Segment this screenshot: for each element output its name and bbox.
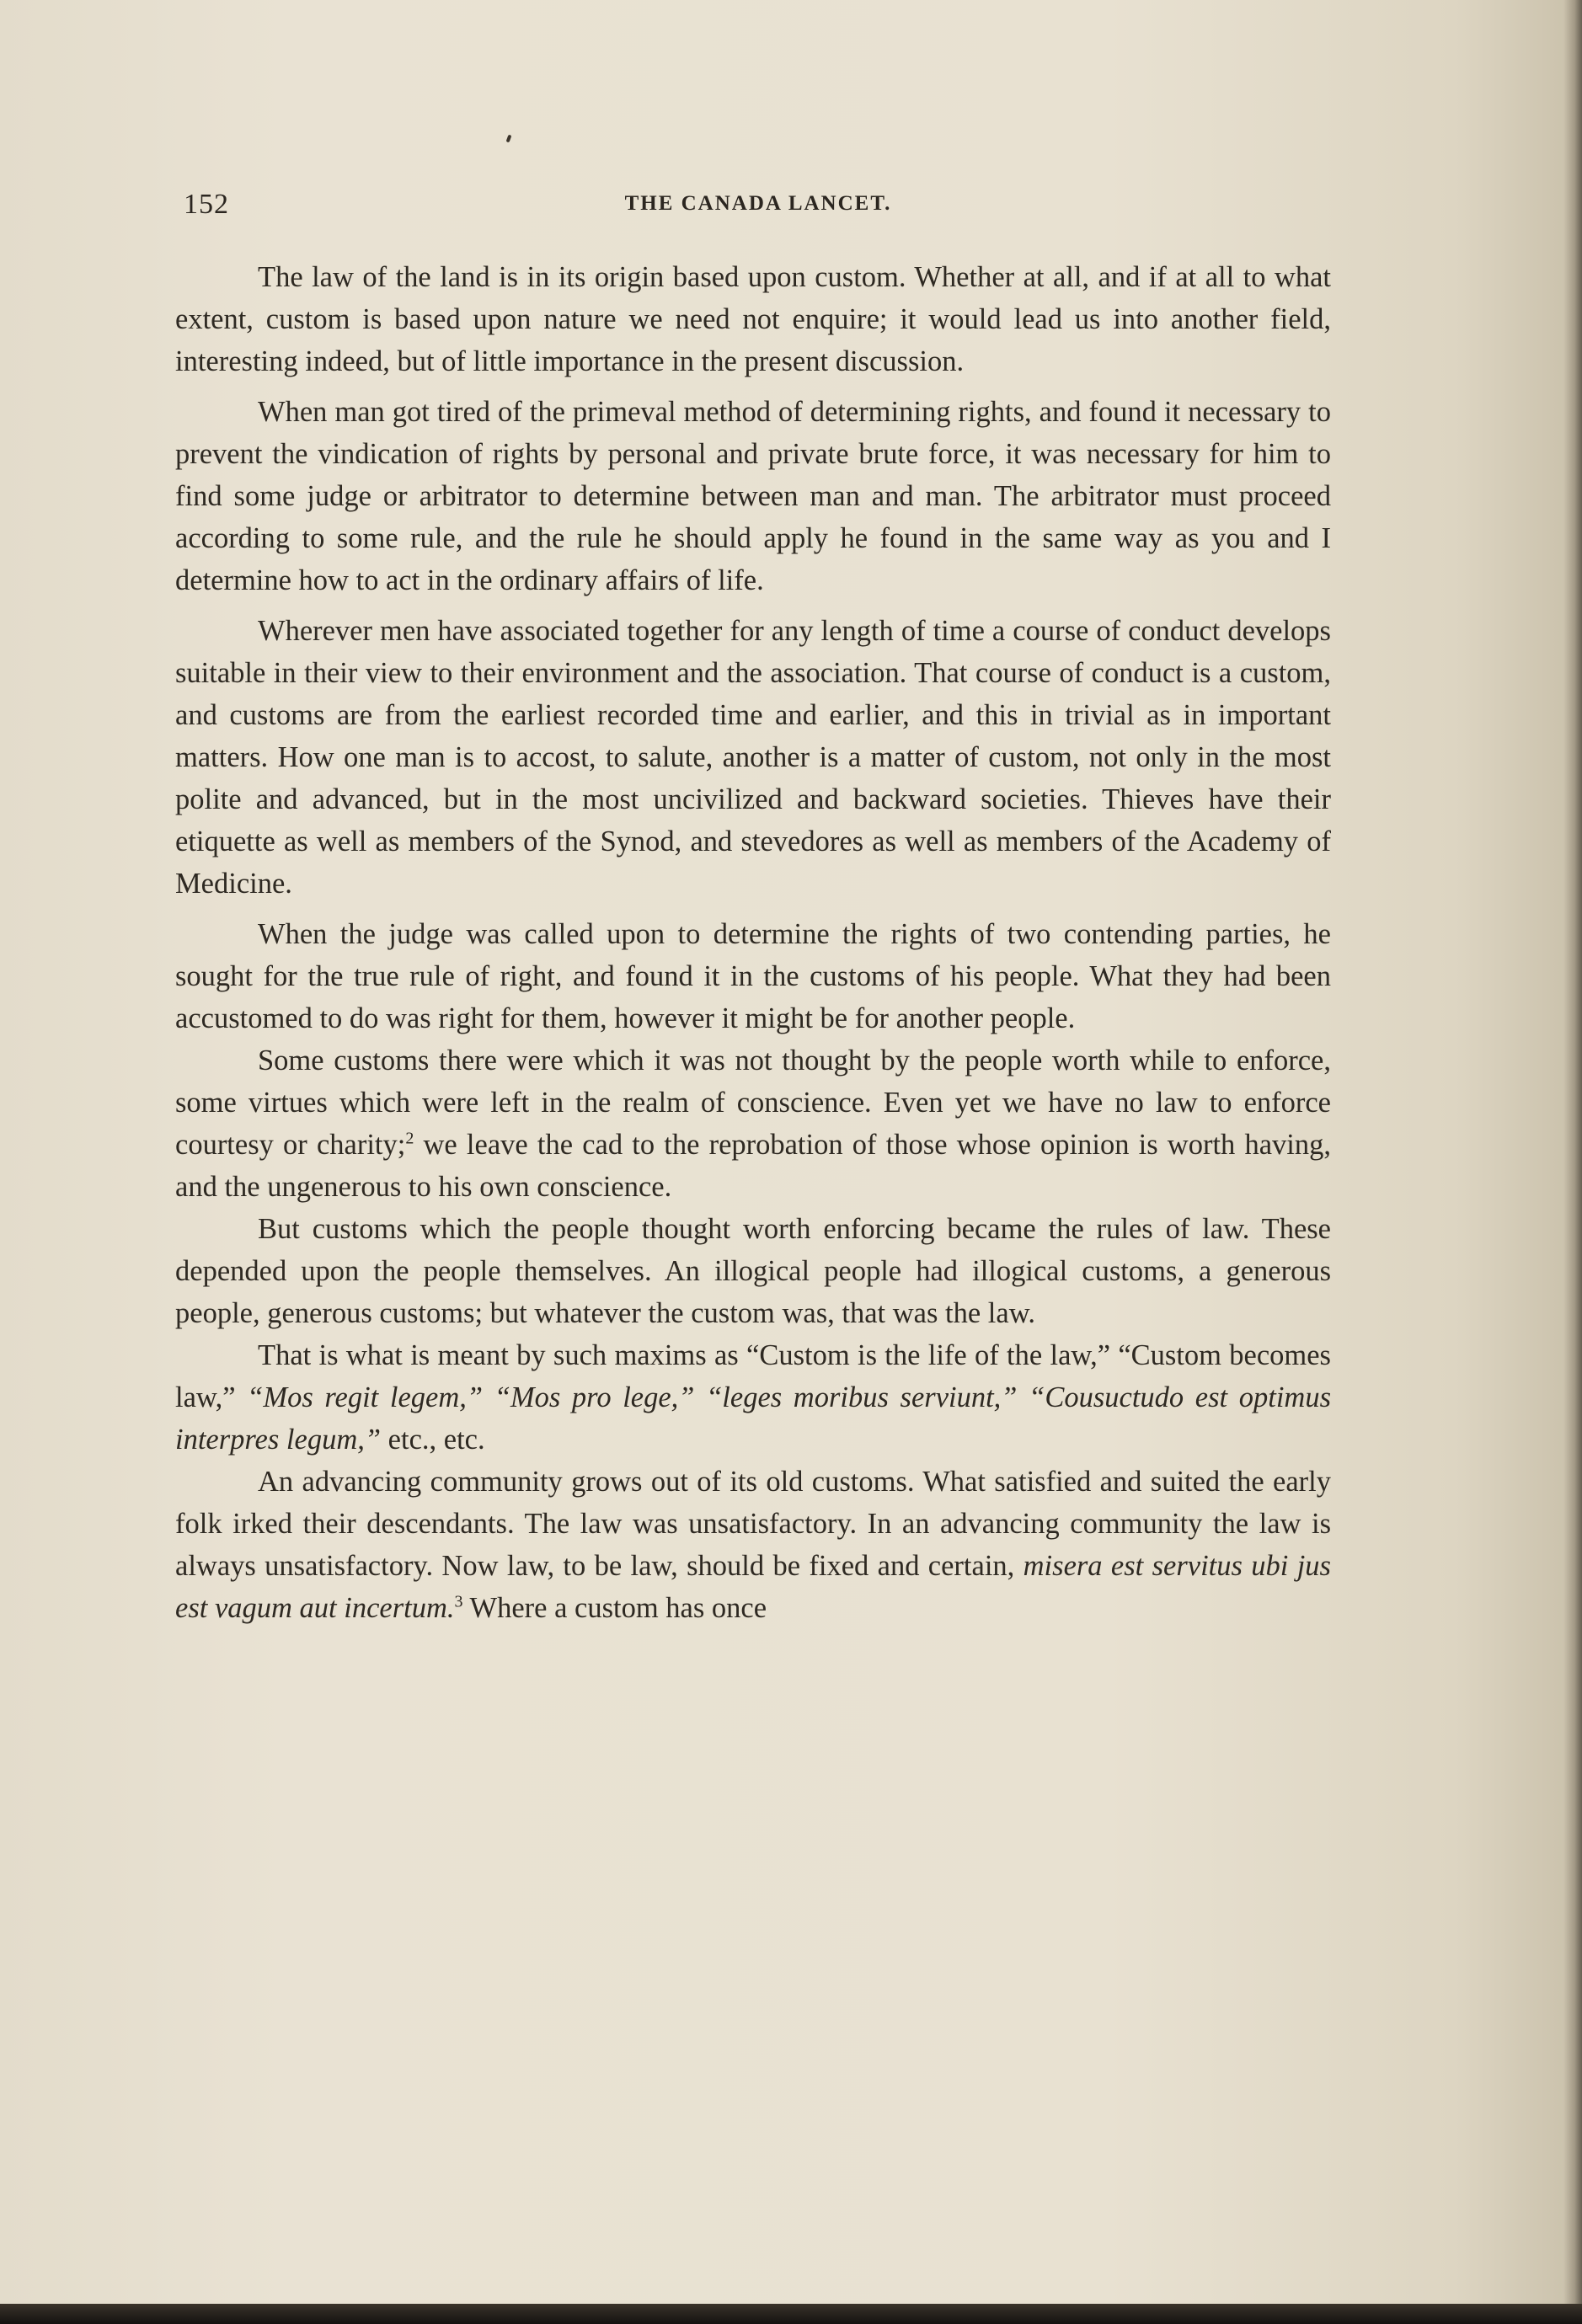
paragraph-text: That is what is meant by such maxims as “Custom is the life of the law,” “Custom becomes law,”: [175, 1339, 1331, 1413]
journal-title: THE CANADA LANCET.: [624, 192, 892, 215]
page-bottom-edge: [0, 2304, 1582, 2324]
footnote-ref-2: 2: [405, 1129, 414, 1148]
paragraph-text: Some customs there were which it was not thought by the people worth while to enforce, some virtues which were left in the realm of conscience. Even yet we have no law to enforce courtesy or charity;: [175, 1044, 1331, 1161]
ink-speck: [506, 135, 512, 143]
paragraph-custom-origin: The law of the land is in its origin based upon custom. Whether at all, and if at all to what extent, custom is based upon nature we need not enquire; it would lead us into another field, interesting indeed, but of little importance in the present discussion.: [175, 261, 1331, 377]
paragraph-text: we leave the cad to the reprobation of those whose opinion is worth having, and the ungenerous to his own conscience.: [175, 1129, 1331, 1203]
page-gutter-shadow: [1563, 0, 1582, 2324]
paragraph-advancing-community: [175, 1461, 1331, 1629]
latin-maxims: “Mos regit legem,” “Mos pro lege,” “leges moribus serviunt,” “Cousuctudo est optimus interpres legum,”: [175, 1381, 1331, 1456]
paragraph-conscience: [175, 1039, 1331, 1208]
footnote-ref-3: 3: [454, 1592, 463, 1611]
paragraph-conduct: Wherever men have associated together for any length of time a course of conduct develops suitable in their view to their environment and the association. That course of conduct is a custom, and customs are from the earliest recorded time and earlier, and this in trivial as in important matters. How one man is to accost, to salute, another is a matter of custom, not only in the most polite and advanced, but in the most uncivilized and backward societies. Thieves have their etiquette as well as members of the Synod, and stevedores as well as members of the Academy of Medicine.: [175, 615, 1331, 900]
paragraph-maxims: [175, 1334, 1331, 1461]
running-head: [184, 189, 1333, 226]
body-text: [175, 256, 1331, 1629]
paragraph-rules-of-law: But customs which the people thought worth enforcing became the rules of law. These depended upon the people themselves. An illogical people had illogical customs, a generous people, generous customs; but whatever the custom was, that was the law.: [175, 1213, 1331, 1329]
paragraph-judge: When the judge was called upon to determine the rights of two contending parties, he sought for the true rule of right, and found it in the customs of his people. What they had been accustomed to do was right for them, however it might be for another people.: [175, 918, 1331, 1034]
paragraph-text: etc., etc.: [381, 1424, 485, 1456]
page-number: 152: [184, 189, 229, 220]
paragraph-text: Where a custom has once: [462, 1592, 767, 1624]
paragraph-text: An advancing community grows out of its old customs. What satisfied and suited the early folk irked their descendants. The law was unsatisfactory. In an advancing community the law is always unsatisfactory. Now law, to be law, should be fixed and certain,: [175, 1466, 1331, 1582]
latin-phrase: misera est servitus ubi jus est vagum aut incertum.: [175, 1550, 1331, 1624]
paragraph-arbitrator: When man got tired of the primeval method of determining rights, and found it necessary to prevent the vindication of rights by personal and private brute force, it was necessary for him to find some judge or arbitrator to determine between man and man. The arbitrator must proceed according to some rule, and the rule he should apply he found in the same way as you and I determine how to act in the ordinary affairs of life.: [175, 396, 1331, 596]
